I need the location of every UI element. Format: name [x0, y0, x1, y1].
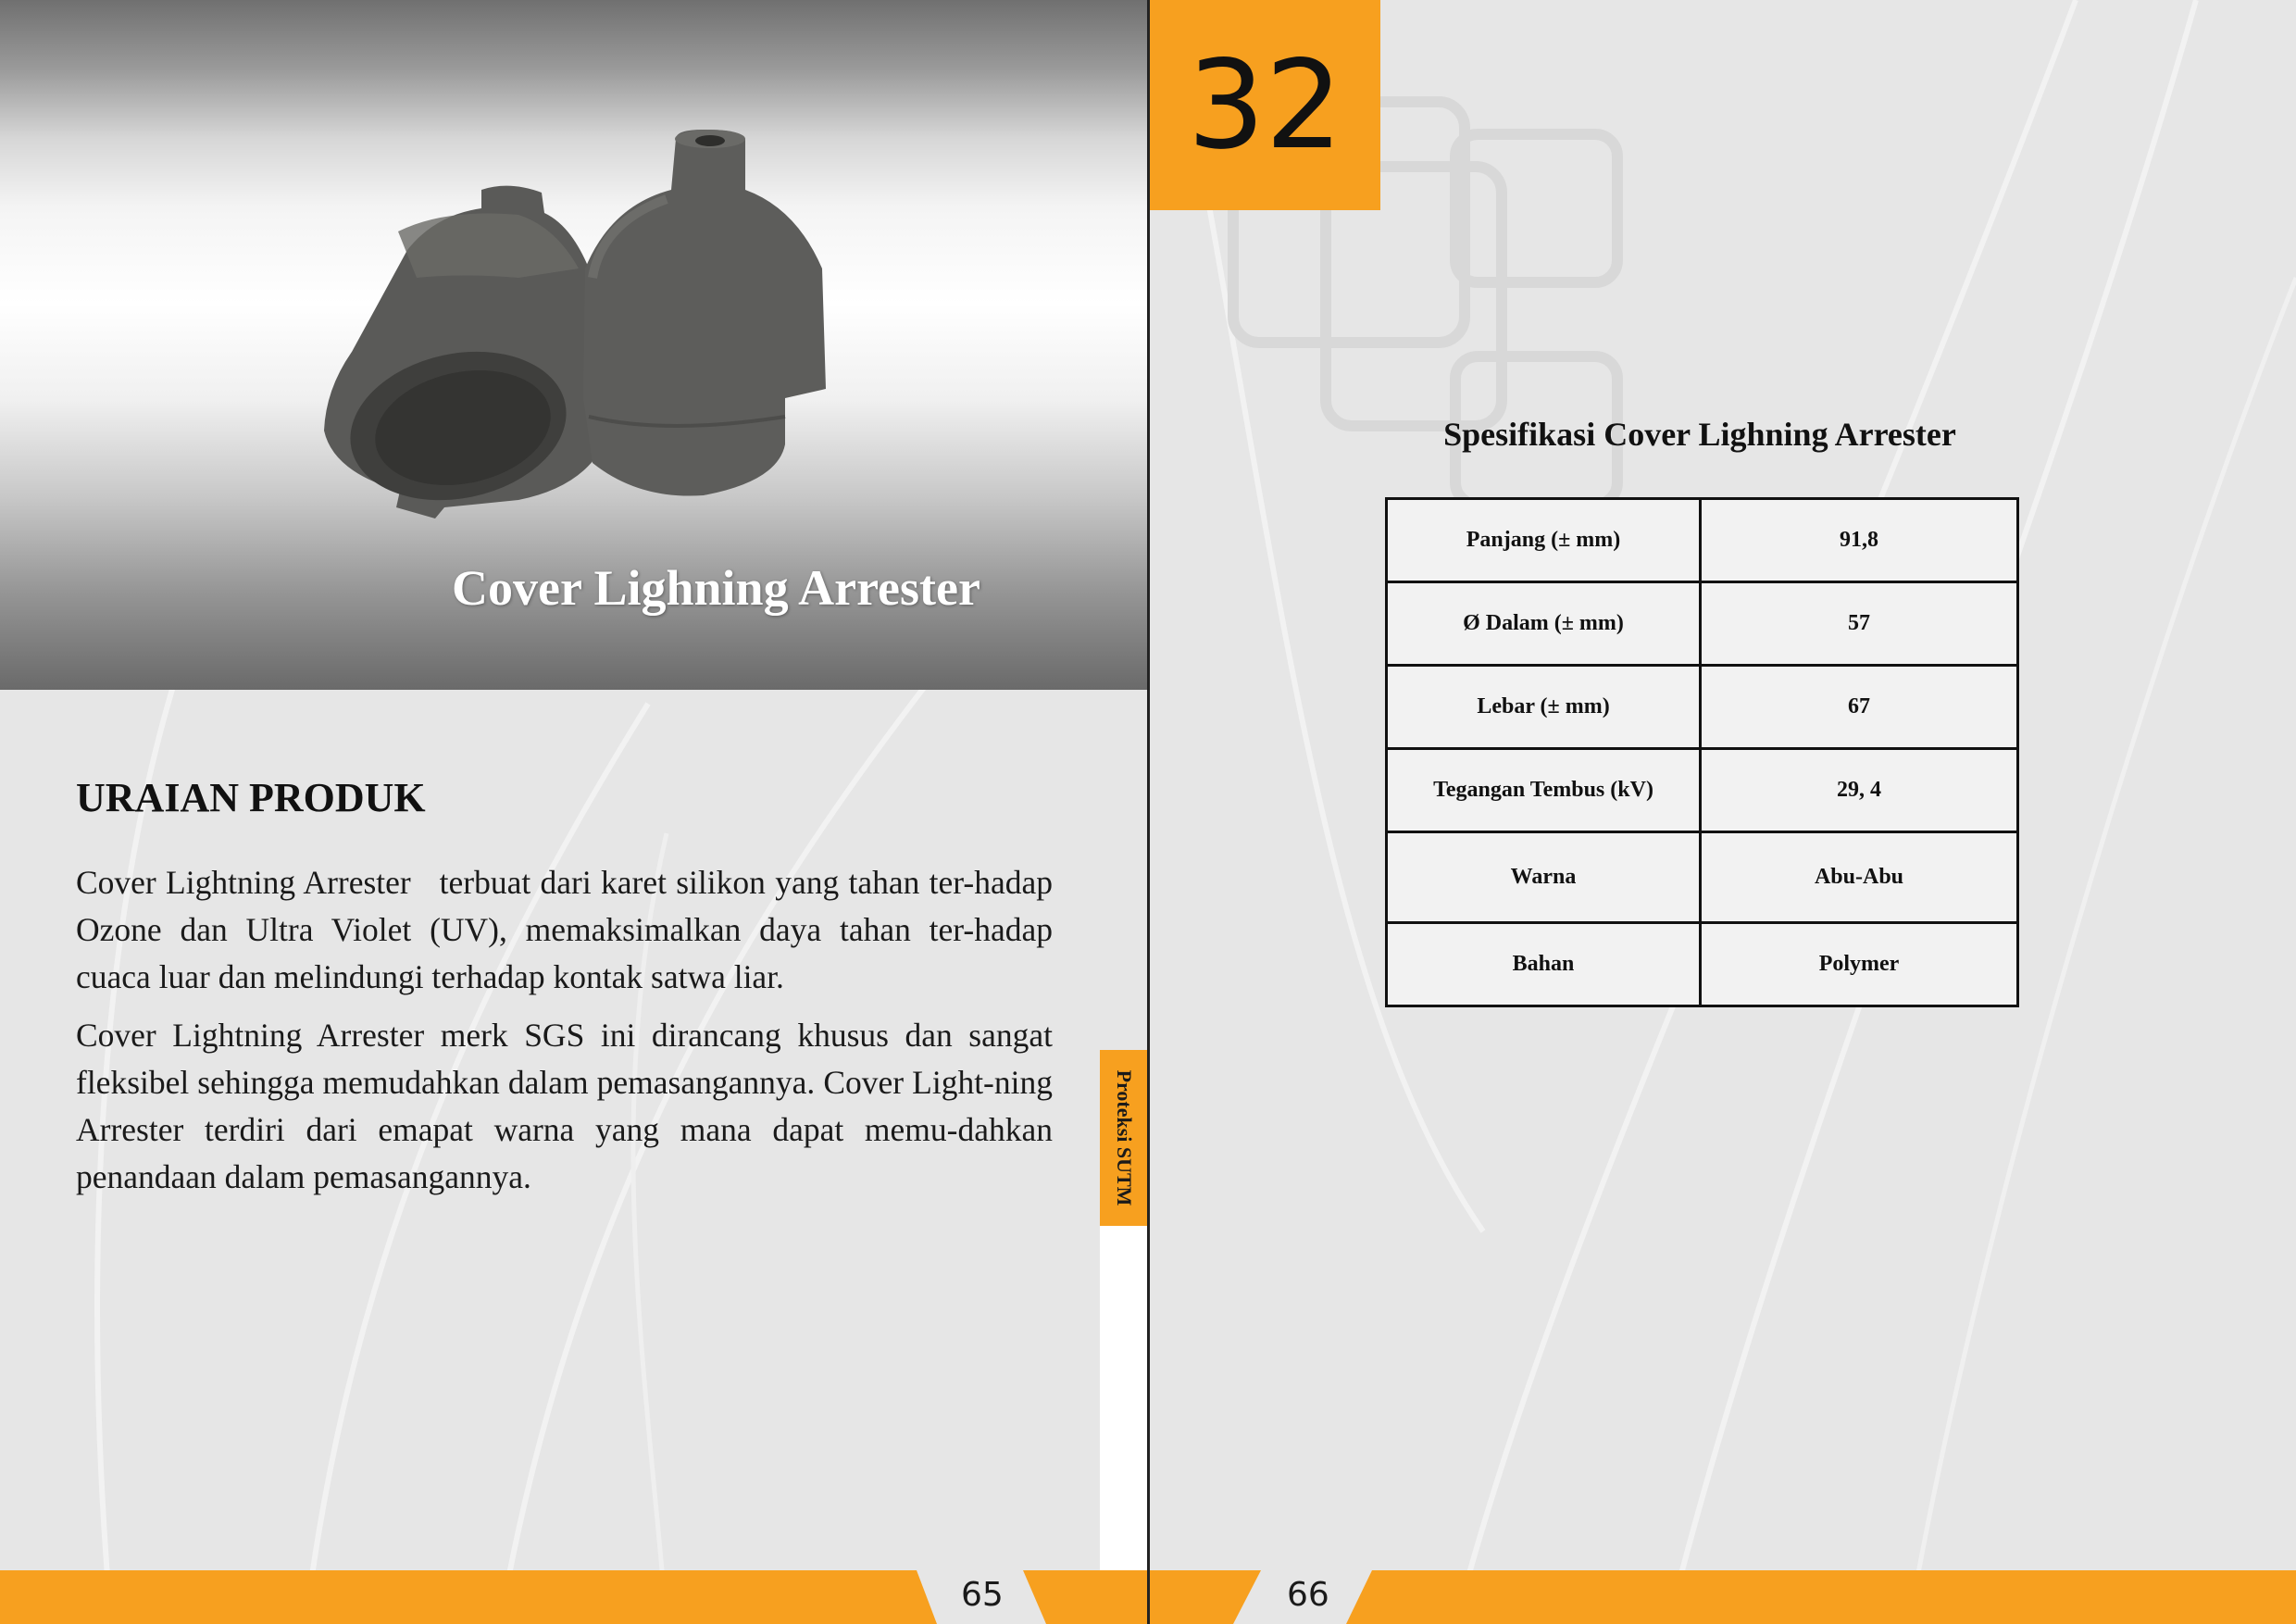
- table-row: [1387, 582, 2018, 666]
- section-side-tab: [1100, 1050, 1148, 1226]
- chapter-number-box: [1150, 0, 1380, 210]
- spec-value: Polymer: [1701, 923, 2018, 1006]
- product-title: Cover Lighning Arrester: [452, 560, 980, 616]
- spec-label: Panjang (± mm): [1387, 499, 1701, 582]
- spec-value: 57: [1701, 582, 2018, 666]
- table-row: [1387, 749, 2018, 832]
- spec-table: [1385, 497, 2019, 1007]
- page-number: 66: [1287, 1576, 1329, 1614]
- side-strip: [1100, 1226, 1148, 1570]
- spec-value: 29, 4: [1701, 749, 2018, 832]
- description-paragraph: Cover Lightning Arrester merk SGS ini dirancang khusus dan sangat fleksibel sehingga memudahkan dalam pemasangannya. Cover Light-ning Arrester terdiri dari emapat warna yang mana dapat memu-dahkan penandaan dalam pemasangannya.: [76, 1017, 1053, 1195]
- spec-label: Lebar (± mm): [1387, 666, 1701, 749]
- description-paragraph: Cover Lightning Arrester terbuat dari karet silikon yang tahan ter-hadap Ozone dan Ultra Violet (UV), memaksimalkan daya tahan ter-hadap cuaca luar dan melindungi terhadap kontak satwa liar.: [76, 864, 1053, 995]
- side-tab-label: Proteksi SUTM: [1113, 1069, 1136, 1206]
- table-row: [1387, 832, 2018, 923]
- chapter-number: 32: [1187, 33, 1343, 177]
- spec-label: Bahan: [1387, 923, 1701, 1006]
- table-row: [1387, 666, 2018, 749]
- page-number: 65: [961, 1576, 1004, 1614]
- table-row: [1387, 923, 2018, 1006]
- spec-title: Spesifikasi Cover Lighning Arrester: [1443, 416, 1956, 453]
- hero-banner: [0, 0, 1148, 690]
- section-heading: URAIAN PRODUK: [76, 775, 426, 820]
- spec-value: 67: [1701, 666, 2018, 749]
- spec-value: 91,8: [1701, 499, 2018, 582]
- product-description: [76, 859, 1053, 1212]
- spec-label: Tegangan Tembus (kV): [1387, 749, 1701, 832]
- spec-value: Abu-Abu: [1701, 832, 2018, 923]
- table-row: [1387, 499, 2018, 582]
- spec-label: Ø Dalam (± mm): [1387, 582, 1701, 666]
- spec-label: Warna: [1387, 832, 1701, 923]
